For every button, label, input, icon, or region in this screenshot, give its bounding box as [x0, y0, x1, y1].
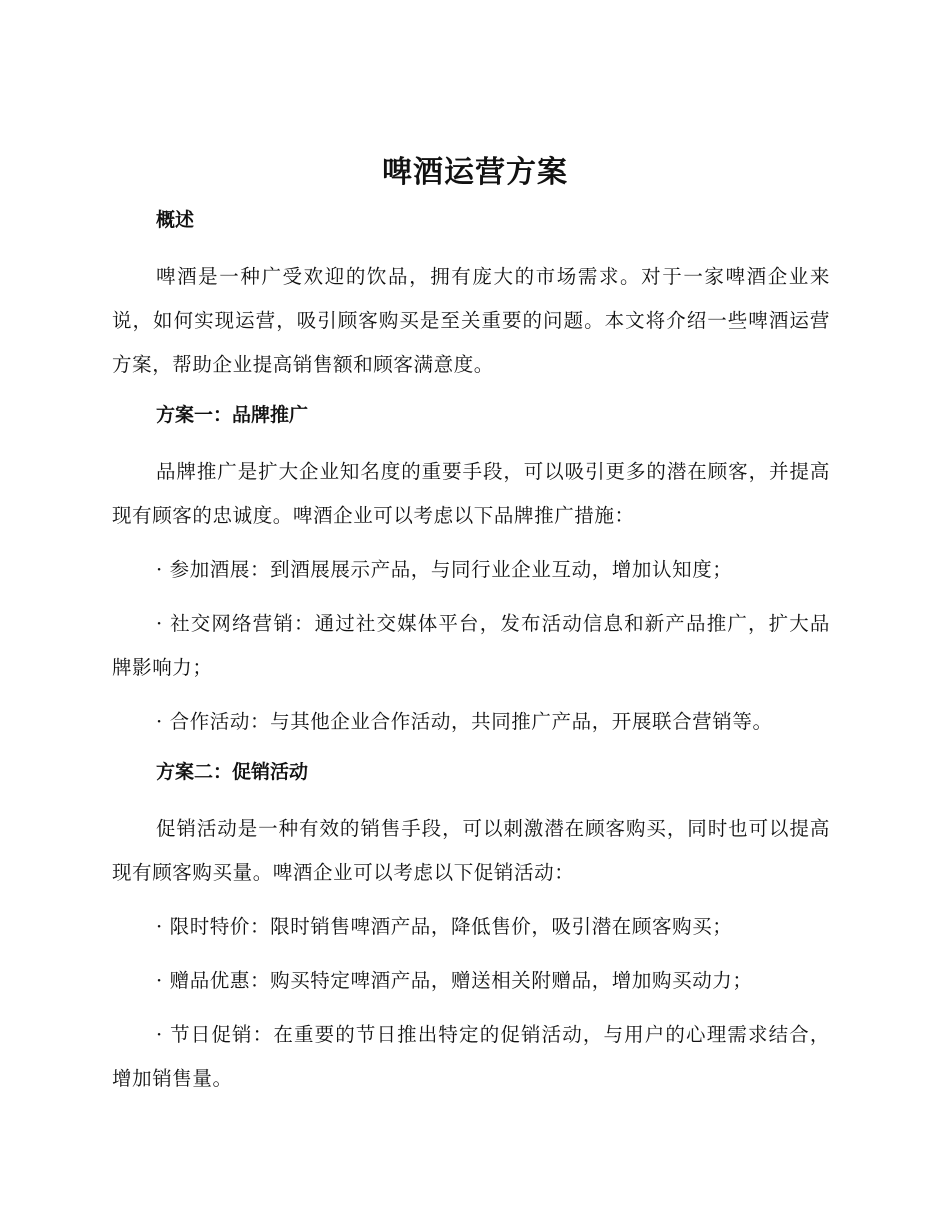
document-title: 啤酒运营方案 — [382, 155, 568, 190]
plan2-item: · 限时特价：限时销售啤酒产品，降低售价，吸引潜在顾客购买； — [156, 915, 733, 938]
overview-paragraph: 啤酒是一种广受欢迎的饮品，拥有庞大的市场需求。对于一家啤酒企业来说，如何实现运营，吸引顾客购买是至关重要的问题。本文将介绍一些啤酒运营方案，帮助企业提高销售额和顾客满意度。 — [112, 265, 830, 376]
plan2-intro: 促销活动是一种有效的销售手段，可以刺激潜在顾客购买，同时也可以提高现有顾客购买量。啤酒企业可以考虑以下促销活动： — [112, 817, 830, 884]
plan2-item: · 赠品优惠：购买特定啤酒产品，赠送相关附赠品，增加购买动力； — [156, 969, 753, 992]
plan1-heading: 方案一：品牌推广 — [156, 404, 309, 426]
plan1-intro: 品牌推广是扩大企业知名度的重要手段，可以吸引更多的潜在顾客，并提高现有顾客的忠诚度。啤酒企业可以考虑以下品牌推广措施： — [112, 460, 830, 527]
document-body — [112, 202, 830, 1111]
plan1-item: · 合作活动：与其他企业合作活动，共同推广产品，开展联合营销等。 — [156, 710, 773, 733]
plan2-item: · 节日促销：在重要的节日推出特定的促销活动，与用户的心理需求结合，增加销售量。 — [112, 1023, 830, 1090]
plan2-heading: 方案二：促销活动 — [156, 761, 309, 783]
overview-heading: 概述 — [156, 209, 195, 231]
plan1-item: · 参加酒展：到酒展展示产品，与同行业企业互动，增加认知度； — [156, 558, 733, 581]
plan1-item: · 社交网络营销：通过社交媒体平台，发布活动信息和新产品推广，扩大品牌影响力； — [112, 612, 830, 679]
